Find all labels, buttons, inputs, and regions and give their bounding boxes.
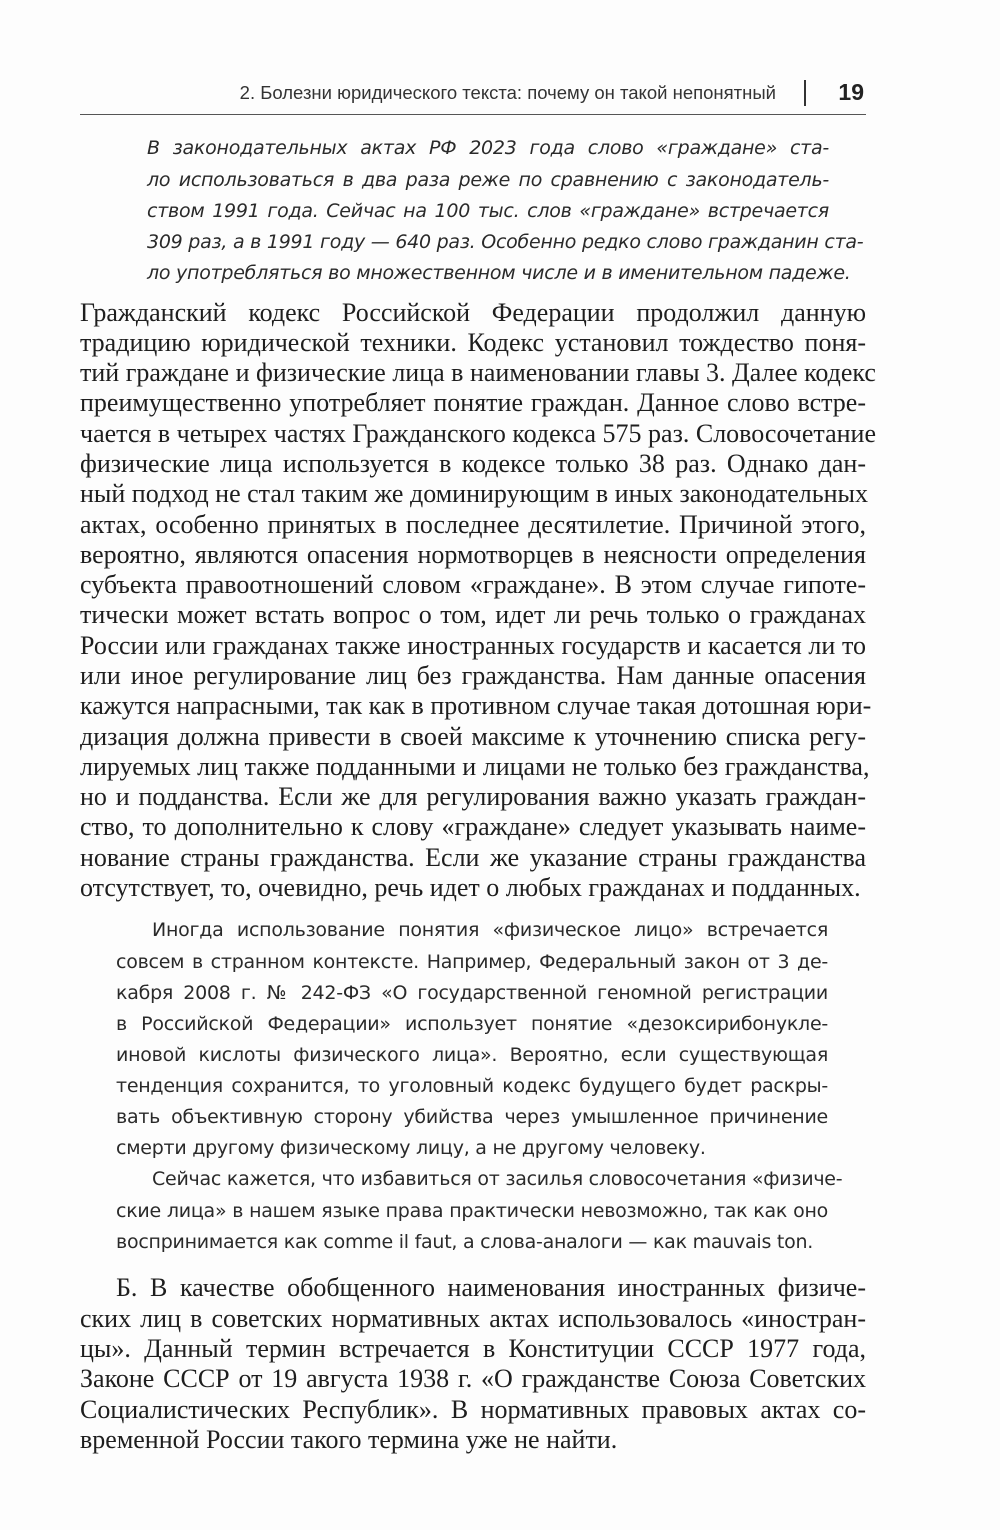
paragraph-line: ный подход не стал таким же доминирующим в иных законодательных	[80, 479, 868, 508]
note-line: в Российской Федерации» использует понятие «дезоксирибонукле-	[116, 1013, 828, 1035]
paragraph-line: преимущественно употребляет понятие граждан. Данное слово встре-	[80, 388, 866, 417]
paragraph-line: или иное регулирование лиц без гражданства. Нам данные опасения	[80, 661, 866, 690]
paragraph-line: лируемых лиц также подданными и лицами не только без гражданства,	[80, 752, 870, 781]
paragraph-line: временной России такого термина уже не найти.	[80, 1425, 618, 1454]
paragraph-line: цы». Данный термин встречается в Конституции СССР 1977 года,	[80, 1334, 866, 1363]
paragraph-line: Законе СССР от 19 августа 1938 г. «О гражданстве Союза Советских	[80, 1364, 866, 1393]
paragraph-line: дизация должна привести в своей максиме к уточнению списка регу-	[80, 722, 866, 751]
header-separator	[804, 80, 806, 106]
italic-note-line: 309 раз, а в 1991 году — 640 раз. Особенно редко слово гражданин ста-	[147, 231, 864, 253]
paragraph-line: ских лиц в советских нормативных актах использовалось «иностран-	[80, 1304, 866, 1333]
note-line: воспринимается как comme il faut, а слова-аналоги — как mauvais ton.	[116, 1231, 814, 1253]
paragraph-line: Б. В качестве обобщенного наименования иностранных физиче-	[116, 1273, 866, 1302]
italic-note-line: ло употребляться во множественном числе и в именительном падеже.	[147, 262, 851, 284]
paragraph-line: Социалистических Республик». В нормативных правовых актах со-	[80, 1395, 866, 1424]
note-line: вать объективную сторону убийства через умышленное причинение	[116, 1106, 828, 1128]
note-line: иновой кислоты физического лица». Вероятно, если существующая	[116, 1044, 828, 1066]
paragraph-line: России или гражданах также иностранных государств и касается ли то	[80, 631, 866, 660]
italic-note-line: ством 1991 года. Сейчас на 100 тыс. слов «граждане» встречается	[147, 200, 829, 222]
italic-note-line: ло использоваться в два раза реже по сравнению с законодатель-	[147, 169, 829, 191]
chapter-title: 2. Болезни юридического текста: почему он такой непонятный	[239, 82, 776, 103]
page-number: 19	[838, 79, 864, 105]
paragraph-line: отсутствует, то, очевидно, речь идет о любых гражданах и подданных.	[80, 873, 861, 902]
paragraph-line: нование страны гражданства. Если же указание страны гражданства	[80, 843, 866, 872]
paragraph-line: кажутся напрасными, так как в противном случае такая дотошная юри-	[80, 691, 872, 720]
note-line: Иногда использование понятия «физическое лицо» встречается	[152, 919, 828, 941]
paragraph-line: тий граждане и физические лица в наименовании главы 3. Далее кодекс	[80, 358, 876, 387]
note-line: тенденция сохранится, то уголовный кодекс будущего будет раскры-	[116, 1075, 828, 1097]
paragraph-line: чается в четырех частях Гражданского кодекса 575 раз. Словосочетание	[80, 419, 876, 448]
paragraph-line: вероятно, являются опасения нормотворцев в неясности определения	[80, 540, 866, 569]
note-line: кабря 2008 г. № 242-ФЗ «О государственной геномной регистрации	[116, 982, 828, 1004]
paragraph-line: Гражданский кодекс Российской Федерации продолжил данную	[80, 298, 866, 327]
paragraph-line: физические лица используется в кодексе только 38 раз. Однако дан-	[80, 449, 866, 478]
paragraph-line: тически может встать вопрос о том, идет ли речь только о гражданах	[80, 600, 866, 629]
paragraph-line: ство, то дополнительно к слову «граждане» следует указывать наиме-	[80, 812, 866, 841]
paragraph-line: но и подданства. Если же для регулирования важно указать граждан-	[80, 782, 866, 811]
note-line: смерти другому физическому лицу, а не другому человеку.	[116, 1137, 706, 1159]
paragraph-line: субъекта правоотношений словом «граждане». В этом случае гипоте-	[80, 570, 866, 599]
note-line: ские лица» в нашем языке права практически невозможно, так как оно	[116, 1200, 828, 1222]
paragraph-line: актах, особенно принятых в последнее десятилетие. Причиной этого,	[80, 510, 866, 539]
italic-note-line: В законодательных актах РФ 2023 года слово «граждане» ста-	[147, 137, 829, 159]
note-line: Сейчас кажется, что избавиться от засилья словосочетания «физиче-	[152, 1168, 843, 1190]
note-line: совсем в странном контексте. Например, Федеральный закон от 3 де-	[116, 951, 828, 973]
paragraph-line: традицию юридической техники. Кодекс установил тождество поня-	[80, 328, 866, 357]
running-header	[80, 74, 866, 115]
